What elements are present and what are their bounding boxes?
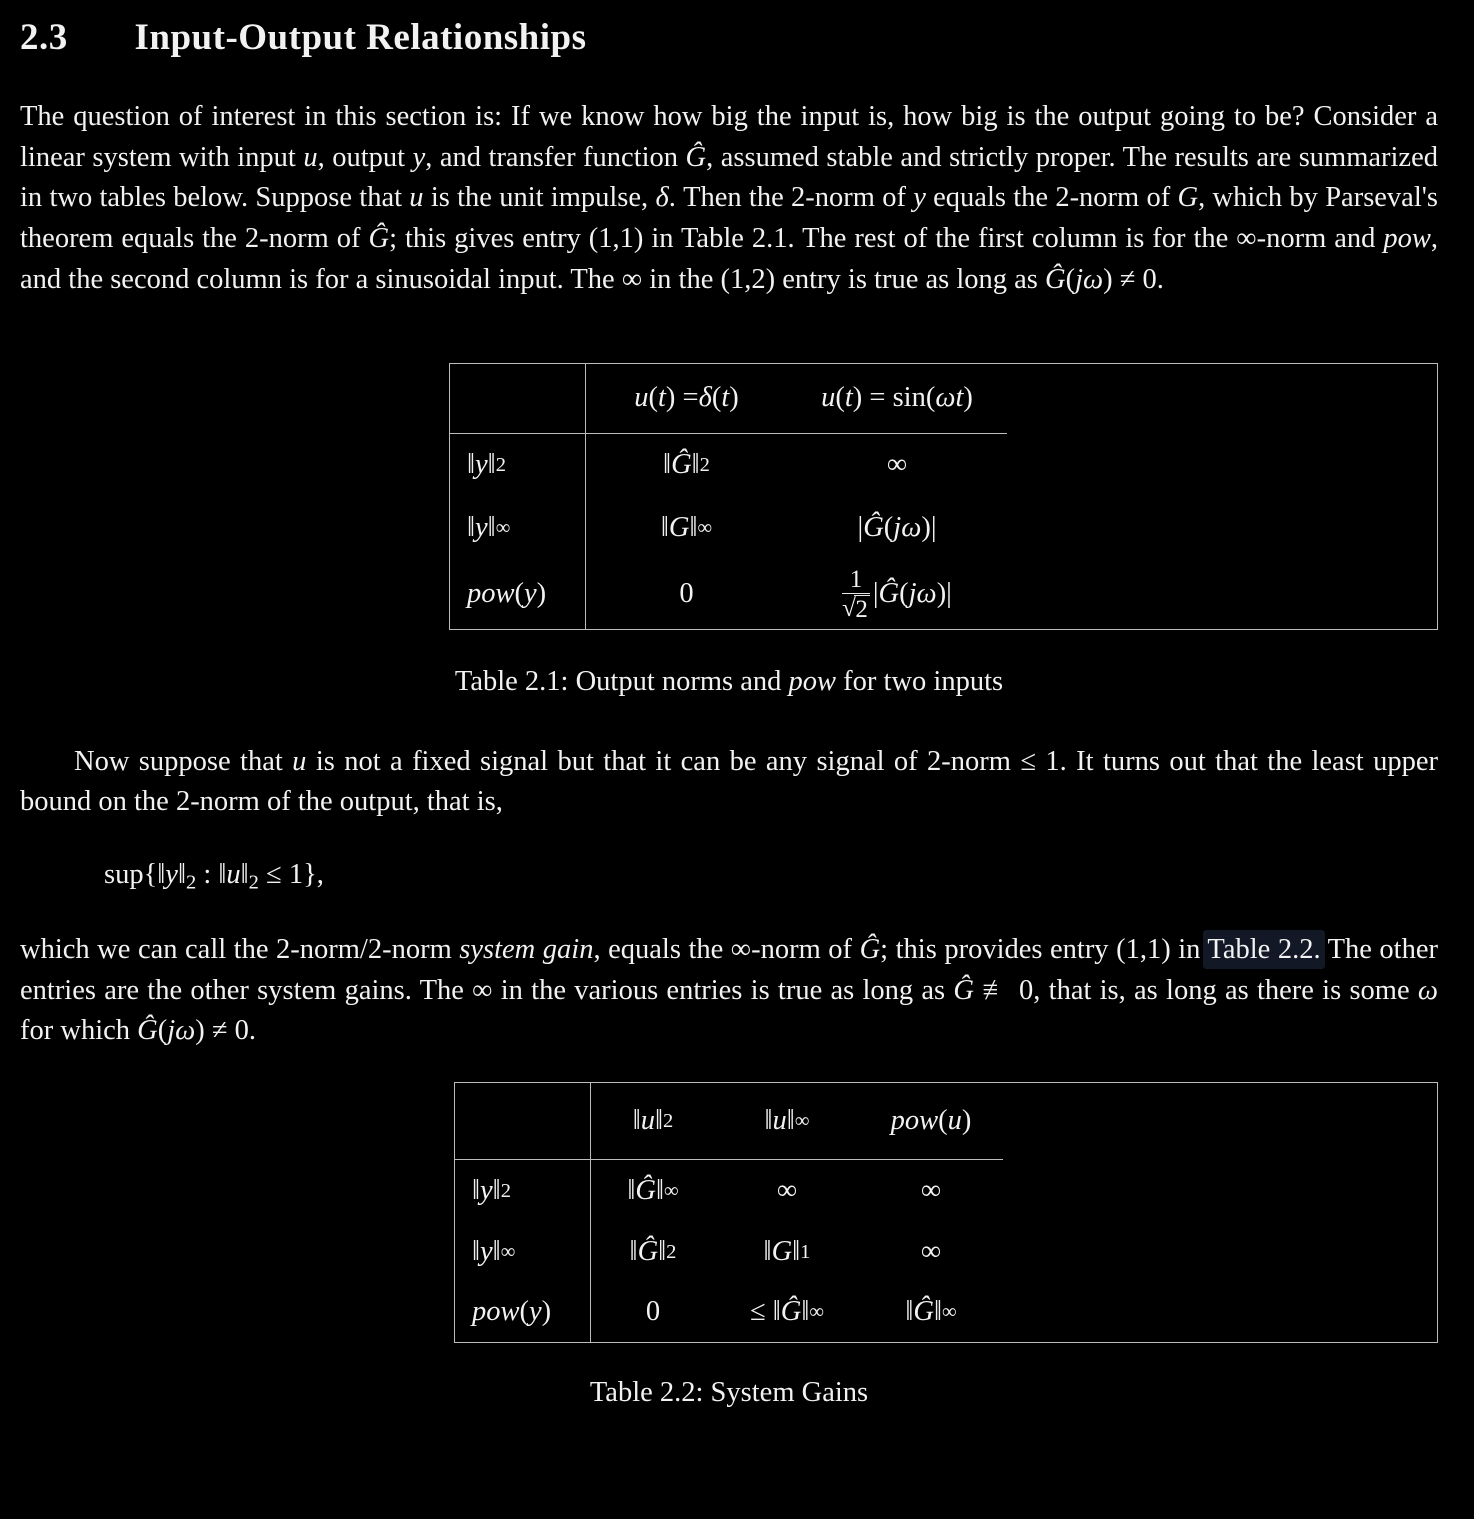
table-2-2-row-label-y2: ‖ y ‖ 2	[455, 1160, 591, 1221]
table-2-2-cell-pow-u2: 0	[645, 1296, 661, 1328]
section-number: 2.3	[20, 17, 68, 58]
table-2-1-row-label-yinf: ‖ y ‖ ∞	[450, 497, 586, 560]
table-2-1-row-label-y2: ‖ y ‖ 2	[450, 434, 586, 497]
fraction-rest: |Ĝ(jω)|	[872, 578, 952, 610]
table-2-2-corner-cell	[455, 1083, 591, 1160]
table-2-1-row-label-pow: pow ( y )	[450, 560, 586, 629]
table-2-2-cell-pow-powu: ‖ Ĝ ‖ ∞	[905, 1296, 957, 1328]
table-2-2-cell-y2-powu: ∞	[920, 1174, 942, 1206]
table-2-1-corner-cell	[450, 364, 586, 434]
table-2-2	[454, 1082, 1438, 1343]
table-2-2-reference-highlight[interactable]: Table 2.2.	[1207, 933, 1321, 965]
sqrt-icon: √	[842, 594, 856, 622]
paragraph-intro: The question of interest in this section is: If we know how big the input is, how big is the output going to be? Consider a linear system with input u, output y, and transfer function Ĝ, assumed stable and strictly proper. The results are summarized in two tables below. Suppose that u is the unit impulse, δ. Then the 2-norm of y equals the 2-norm of G, which by Parseval's theorem equals the 2-norm of Ĝ; this gives entry (1,1) in Table 2.1. The rest of the first column is for the ∞-norm and pow, and the second column is for a sinusoidal input. The ∞ in the (1,2) entry is true as long as Ĝ(jω) ≠ 0.	[20, 101, 1438, 295]
table-2-2-cell-yinf-u2: ‖ Ĝ ‖ 2	[629, 1235, 677, 1267]
table-2-2-cell-yinf-uinf: ‖ G ‖ 1	[763, 1235, 811, 1267]
display-equation: $sup\{‖y‖_2$ : $‖u‖_2 \le 1$},	[104, 858, 324, 894]
fraction-one-over-sqrt2	[842, 566, 870, 623]
table-2-2-cell-yinf-powu: ∞	[920, 1235, 942, 1267]
paragraph-supremum: Now suppose that u is not a fixed signal but that it can be any signal of 2-norm ≤ 1. It turns out that the least upper bound on the 2-norm of the output, that is,	[20, 745, 1438, 818]
table-2-2-col-header-powu: pow ( u )	[859, 1083, 1003, 1160]
fraction-denominator	[842, 593, 870, 623]
table-2-2-col-header-u2: ‖ u ‖ 2	[591, 1083, 715, 1160]
table-2-2-cell-y2-u2: ‖ Ĝ ‖ ∞	[627, 1174, 679, 1206]
table-2-2-row-label-yinf: ‖ y ‖ ∞	[455, 1221, 591, 1282]
table-2-1-cell-y2-sinusoid: ∞	[886, 449, 908, 481]
table-2-2-row-label-pow: pow ( y )	[455, 1282, 591, 1342]
paragraph-system-gain: which we can call the 2-norm/2-norm system gain, equals the ∞-norm of Ĝ; this provides entry (1,1) in Table 2.2. The other entries are the other system gains. The ∞ in the various entries is true as long as Ĝ ≢ 0, that is, as long as there is some ω for which Ĝ(jω) ≠ 0.	[20, 933, 1438, 1047]
table-2-1-col-header-impulse: u ( t ) = δ ( t )	[586, 364, 787, 434]
table-2-1	[449, 363, 1438, 630]
section-heading	[20, 16, 1438, 59]
table-2-1-col-header-sinusoid: u ( t ) = sin( ωt )	[787, 364, 1007, 434]
fraction-numerator: 1	[849, 565, 863, 593]
table-2-2-caption: Table 2.2: System Gains	[589, 1377, 869, 1409]
table-2-1-caption: Table 2.1: Output norms and pow for two inputs	[454, 665, 1004, 697]
sqrt-radicand: 2	[855, 595, 868, 623]
table-2-1-cell-yinf-sinusoid: | Ĝ ( jω )|	[857, 512, 937, 544]
section-title: Input-Output Relationships	[134, 17, 587, 58]
table-2-1-cell-pow-sinusoid	[787, 560, 1007, 629]
table-2-2-cell-pow-uinf: ≤ ‖ Ĝ ‖ ∞	[749, 1296, 825, 1328]
table-2-1-cell-pow-impulse: 0	[679, 578, 694, 610]
table-2-2-cell-y2-uinf: ∞	[776, 1174, 798, 1206]
table-2-1-cell-yinf-impulse: ‖ G ‖ ∞	[660, 512, 713, 544]
table-2-2-col-header-uinf: ‖ u ‖ ∞	[715, 1083, 859, 1160]
table-2-1-cell-y2-impulse: ‖ Ĝ ‖ 2	[663, 449, 710, 481]
